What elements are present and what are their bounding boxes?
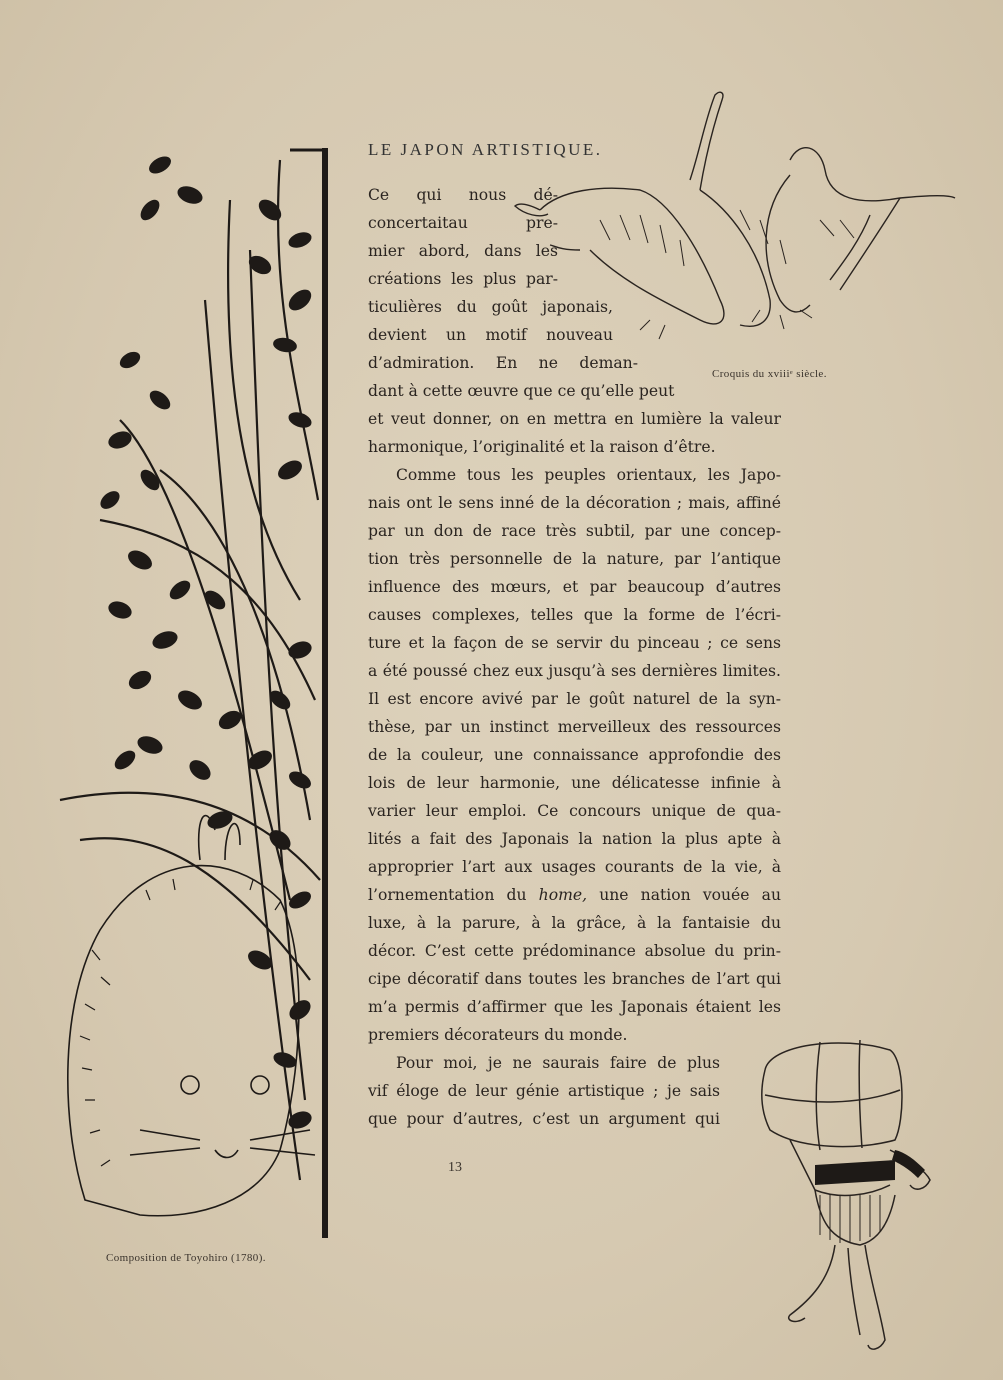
text-line: approprier l’art aux usages courants de la vie, à xyxy=(368,858,781,876)
text-fragment: l’ornementation du xyxy=(368,886,539,904)
text-line: lois de leur harmonie, une délicatesse infinie à xyxy=(368,774,781,792)
text-line: Comme tous les peuples orientaux, les Japo- xyxy=(396,466,781,484)
text-line: cipe décoratif dans toutes les branches de l’art qui xyxy=(368,970,781,988)
text-line: thèse, par un instinct merveilleux des ressources xyxy=(368,718,781,736)
text-line: de la couleur, une connaissance approfondie des xyxy=(368,746,781,764)
text-line: a été poussé chez eux jusqu’à ses dernières limites. xyxy=(368,662,781,680)
text-line: varier leur emploi. Ce concours unique de qua- xyxy=(368,802,781,820)
text-line: m’a permis d’affirmer que les Japonais étaient les xyxy=(368,998,781,1016)
italic-word: home, xyxy=(538,886,588,904)
text-line: que pour d’autres, c’est un argument qui xyxy=(368,1110,720,1128)
text-line: devient un motif nouveau xyxy=(368,326,613,344)
text-line: tion très personnelle de la nature, par l’antique xyxy=(368,550,781,568)
text-line: influence des mœurs, et par beaucoup d’autres xyxy=(368,578,781,596)
text-line: décor. C’est cette prédominance absolue du prin- xyxy=(368,942,781,960)
text-fragment: une nation vouée au xyxy=(587,886,781,904)
text-line: mier abord, dans les xyxy=(368,242,558,260)
text-line: Pour moi, je ne saurais faire de plus xyxy=(396,1054,720,1072)
text-line: d’admiration. En ne deman- xyxy=(368,354,638,372)
text-line-home xyxy=(368,881,781,909)
text-line: Ce qui nous dé- xyxy=(368,186,558,204)
text-line: concertaitau pre- xyxy=(368,214,558,232)
text-line: et veut donner, on en mettra en lumière la valeur xyxy=(368,410,781,428)
text-line: par un don de race très subtil, par une concep- xyxy=(368,522,781,540)
text-line: vif éloge de leur génie artistique ; je sais xyxy=(368,1082,720,1100)
text-line: harmonique, l’originalité et la raison d’être. xyxy=(368,438,716,456)
ducks-caption: Croquis du xviiiᵉ siècle. xyxy=(712,368,827,380)
text-line: ture et la façon de se servir du pinceau ; ce sens xyxy=(368,634,781,652)
text-line: premiers décorateurs du monde. xyxy=(368,1026,628,1044)
running-header: LE JAPON ARTISTIQUE. xyxy=(368,140,603,159)
text-line: lités a fait des Japonais la nation la plus apte à xyxy=(368,830,781,848)
text-line: nais ont le sens inné de la décoration ; mais, affiné xyxy=(368,494,781,512)
text-line: causes complexes, telles que la forme de l’écri- xyxy=(368,606,781,624)
text-line: luxe, à la parure, à la grâce, à la fantaisie du xyxy=(368,914,781,932)
text-line: créations les plus par- xyxy=(368,270,558,288)
text-line: Il est encore avivé par le goût naturel de la syn- xyxy=(368,690,781,708)
left-panel-caption: Composition de Toyohiro (1780). xyxy=(106,1252,266,1264)
text-line: dant à cette œuvre que ce qu’elle peut xyxy=(368,382,675,400)
text-line: ticulières du goût japonais, xyxy=(368,298,613,316)
page-number: 13 xyxy=(448,1160,462,1175)
